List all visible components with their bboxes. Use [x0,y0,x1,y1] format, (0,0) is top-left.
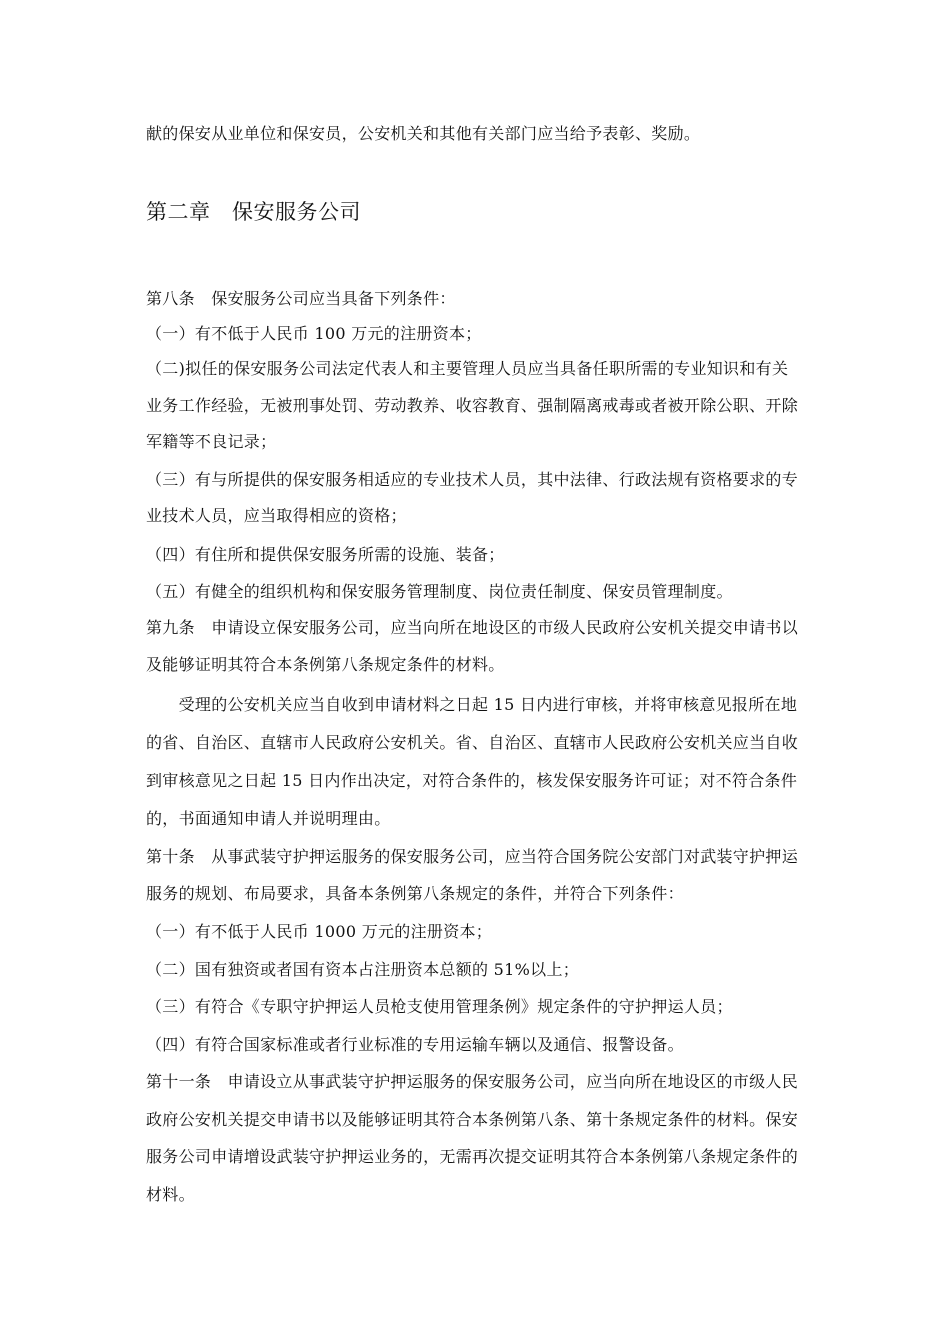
article-9-title: 第九条 申请设立保安服务公司，应当向所在地设区的市级人民政府公安机关提交申请书以 [146,618,799,637]
article-10-item-2: （二）国有独资或者国有资本占注册资本总额的 51%以上； [146,960,580,979]
article-10-title: 第十条 从事武装守护押运服务的保安服务公司，应当符合国务院公安部门对武装守护押运 [146,847,799,866]
article-8-item-2: （二)拟任的保安服务公司法定代表人和主要管理人员应当具备任职所需的专业知识和有关 [146,359,789,378]
article-8-item-4: （四）有住所和提供保安服务所需的设施、装备； [146,545,505,564]
article-11-title: 第十一条 申请设立从事武装守护押运服务的保安服务公司，应当向所在地设区的市级人民 [146,1072,799,1091]
paragraph-line: 军籍等不良记录； [146,432,277,451]
paragraph-line: 业务工作经验，无被刑事处罚、劳动教养、收容教育、强制隔离戒毒或者被开除公职、开除 [146,396,799,415]
article-8-item-1: （一）有不低于人民币 100 万元的注册资本； [146,324,482,343]
paragraph-line: 受理的公安机关应当自收到申请材料之日起 15 日内进行审核，并将审核意见报所在地 [146,695,798,714]
article-8-item-5: （五）有健全的组织机构和保安服务管理制度、岗位责任制度、保安员管理制度。 [146,582,733,601]
article-10-item-1: （一）有不低于人民币 1000 万元的注册资本； [146,922,493,941]
article-10-item-3: （三）有符合《专职守护押运人员枪支使用管理条例》规定条件的守护押运人员； [146,997,733,1016]
paragraph-line: 材料。 [146,1185,195,1204]
paragraph-line: 的，书面通知申请人并说明理由。 [146,809,391,828]
paragraph-line: 及能够证明其符合本条例第八条规定条件的材料。 [146,655,505,674]
paragraph-line: 的省、自治区、直辖市人民政府公安机关。省、自治区、直辖市人民政府公安机关应当自收 [146,733,799,752]
paragraph-line: 业技术人员，应当取得相应的资格； [146,506,407,525]
paragraph-line: 服务公司申请增设武装守护押运业务的，无需再次提交证明其符合本条例第八条规定条件的 [146,1147,799,1166]
paragraph-line: 到审核意见之日起 15 日内作出决定，对符合条件的，核发保安服务许可证；对不符合条件 [146,771,798,790]
paragraph-line: 献的保安从业单位和保安员，公安机关和其他有关部门应当给予表彰、奖励。 [146,124,701,143]
chapter-heading: 第二章 保安服务公司 [146,200,361,224]
article-8-item-3: （三）有与所提供的保安服务相适应的专业技术人员，其中法律、行政法规有资格要求的专 [146,470,799,489]
article-8-title: 第八条 保安服务公司应当具备下列条件： [146,289,456,308]
paragraph-line: 政府公安机关提交申请书以及能够证明其符合本条例第八条、第十条规定条件的材料。保安 [146,1110,799,1129]
article-10-item-4: （四）有符合国家标准或者行业标准的专用运输车辆以及通信、报警设备。 [146,1035,684,1054]
paragraph-line: 服务的规划、布局要求，具备本条例第八条规定的条件，并符合下列条件： [146,884,684,903]
